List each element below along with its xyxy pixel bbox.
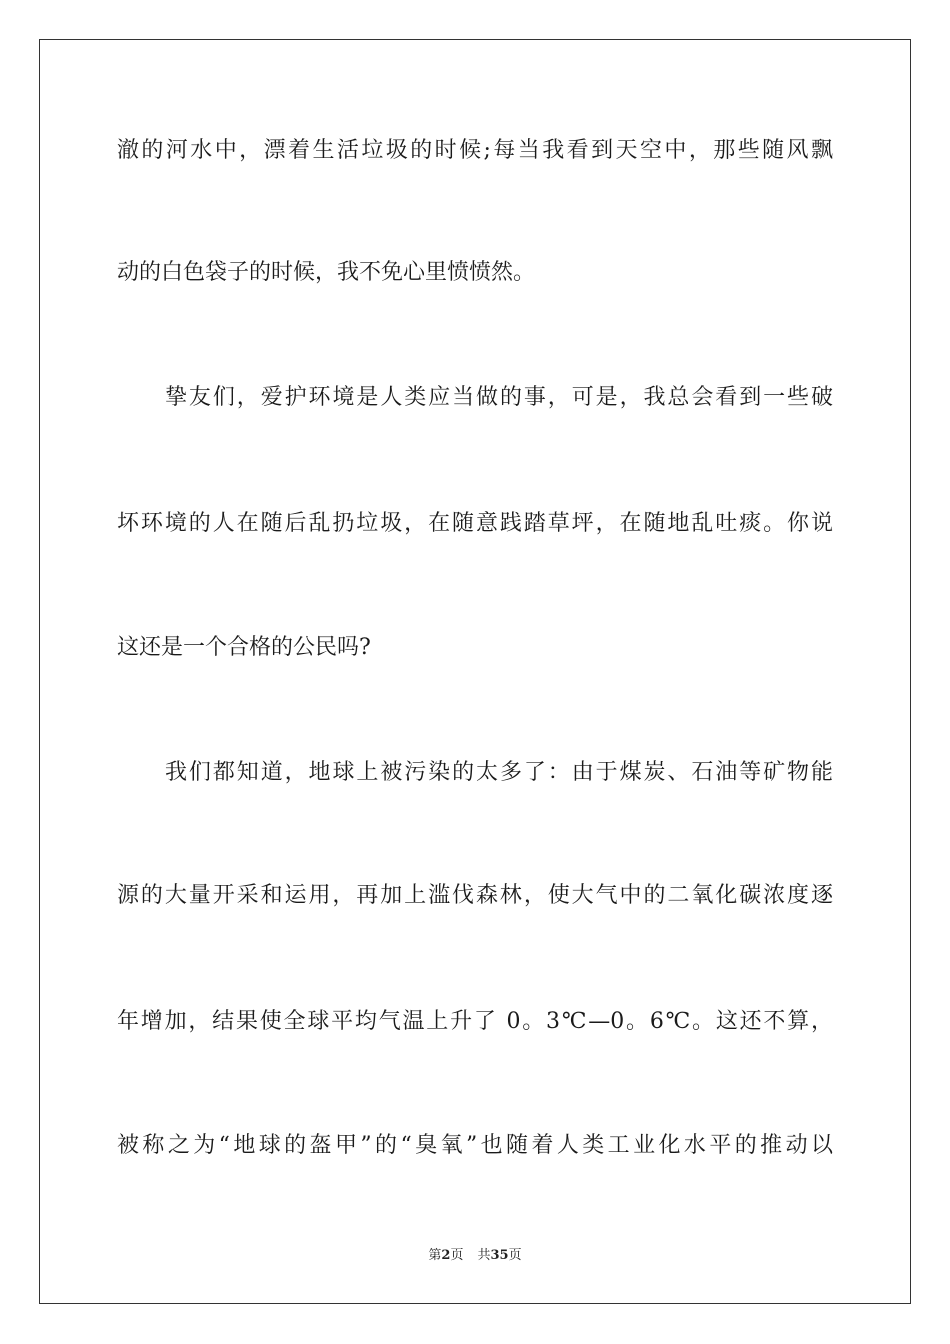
paragraph-line: 动的白色袋子的时候，我不免心里愤愤然。 xyxy=(117,260,536,285)
paragraph-line: 被称之为“地球的盔甲”的“臭氧”也随着人类工业化水平的推动以 xyxy=(117,1133,833,1158)
page-footer xyxy=(0,1247,950,1265)
page-suffix: 页 xyxy=(450,1248,464,1263)
paragraph-line: 年增加，结果使全球平均气温上升了 0。3℃—0。6℃。这还不算， xyxy=(117,1009,833,1034)
paragraph-line: 我们都知道，地球上被污染的太多了：由于煤炭、石油等矿物能 xyxy=(165,760,833,785)
page-border xyxy=(39,39,911,1304)
total-prefix: 共 xyxy=(477,1248,491,1263)
paragraph-line: 坏环境的人在随后乱扔垃圾，在随意践踏草坪，在随地乱吐痰。你说 xyxy=(117,511,833,536)
page-number: 2 xyxy=(441,1248,451,1263)
paragraph-line: 挚友们，爱护环境是人类应当做的事，可是，我总会看到一些破 xyxy=(165,385,833,410)
paragraph-line: 这还是一个合格的公民吗? xyxy=(117,635,371,660)
page-prefix: 第 xyxy=(428,1248,442,1263)
paragraph-line: 源的大量开采和运用，再加上滥伐森林，使大气中的二氧化碳浓度逐 xyxy=(117,883,833,908)
total-suffix: 页 xyxy=(508,1248,522,1263)
total-pages: 35 xyxy=(490,1248,509,1263)
paragraph-line: 澈的河水中，漂着生活垃圾的时候;每当我看到天空中，那些随风飘 xyxy=(117,138,833,163)
